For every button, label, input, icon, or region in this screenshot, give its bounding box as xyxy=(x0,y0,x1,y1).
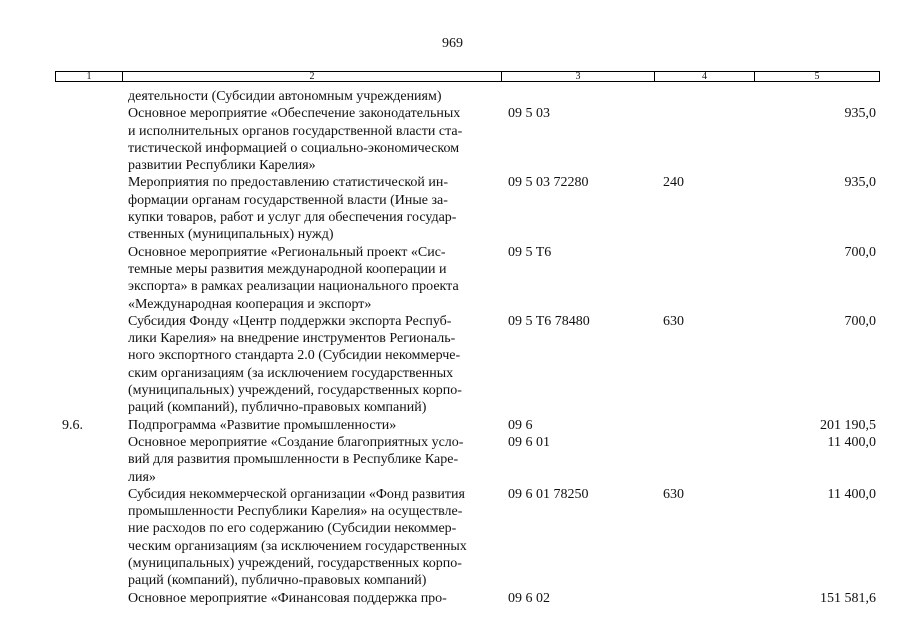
row-name xyxy=(128,105,462,174)
row-name-line: «Международная кооперация и экспорт» xyxy=(128,296,372,312)
row-name-line: ческим организациям (за исключением государственных xyxy=(128,538,467,554)
row-name-line: Основное мероприятие «Обеспечение законодательных xyxy=(128,106,461,122)
row-code: 09 6 01 xyxy=(508,434,550,450)
row-code: 09 6 xyxy=(508,417,533,433)
row-sum: 700,0 xyxy=(844,313,876,329)
row-name-line: развитии Республики Карелия» xyxy=(128,158,316,174)
row-name-line: промышленности Республики Карелия» на осуществле- xyxy=(128,504,463,520)
table-row xyxy=(0,174,905,243)
row-expense-type: 240 xyxy=(663,175,684,191)
row-sum: 151 581,6 xyxy=(820,590,876,606)
row-code: 09 6 02 xyxy=(508,590,550,606)
row-name-line: (муниципальных) учреждений, государственных корпо- xyxy=(128,556,462,572)
table-row xyxy=(0,88,905,105)
row-code: 09 5 T6 xyxy=(508,244,552,260)
table-row xyxy=(0,244,905,313)
row-name-line: Субсидия Фонду «Центр поддержки экспорта Респуб- xyxy=(128,313,452,329)
row-name-line: ние расходов по его содержанию (Субсидии некоммер- xyxy=(128,521,457,537)
column-header-row xyxy=(56,72,880,82)
row-name-line: Мероприятия по предоставлению статистической ин- xyxy=(128,175,449,191)
table-row xyxy=(0,434,905,486)
row-name xyxy=(128,417,396,434)
row-name xyxy=(128,174,456,243)
row-name-line: лики Карелия» на внедрение инструментов Региональ- xyxy=(128,331,456,347)
row-name-line: раций (компаний), публично-правовых компаний) xyxy=(128,400,427,416)
row-code: 09 5 03 72280 xyxy=(508,175,589,191)
row-name xyxy=(128,434,463,486)
page-number: 969 xyxy=(442,36,463,51)
row-name-line: вий для развития промышленности в Республике Каре- xyxy=(128,452,459,468)
row-code: 09 6 01 78250 xyxy=(508,486,589,502)
row-name-line: лия» xyxy=(128,469,156,485)
row-sum: 700,0 xyxy=(844,244,876,260)
row-expense-type: 630 xyxy=(663,486,684,502)
row-code: 09 5 T6 78480 xyxy=(508,313,590,329)
table-row xyxy=(0,417,905,434)
row-name-line: купки товаров, работ и услуг для обеспечения государ- xyxy=(128,210,457,226)
row-name-line: раций (компаний), публично-правовых компаний) xyxy=(128,573,427,589)
row-name-line: формации органам государственной власти (Иные за- xyxy=(128,192,448,208)
column-header-5: 5 xyxy=(755,72,880,82)
column-header-2: 2 xyxy=(123,72,502,82)
table-row xyxy=(0,105,905,174)
row-name-line: ственных (муниципальных) нужд) xyxy=(128,227,334,243)
row-name-line: (муниципальных) учреждений, государственных корпо- xyxy=(128,383,462,399)
row-name-line: ного экспортного стандарта 2.0 (Субсидии некоммерче- xyxy=(128,348,461,364)
row-name-line: ским организациям (за исключением государственных xyxy=(128,365,454,381)
row-name-line: Основное мероприятие «Создание благоприятных усло- xyxy=(128,434,464,450)
row-sum: 935,0 xyxy=(844,175,876,191)
column-header-3: 3 xyxy=(502,72,655,82)
row-name xyxy=(128,88,442,105)
row-code: 09 5 03 xyxy=(508,106,550,122)
row-name-line: тистической информацией о социально-экономическом xyxy=(128,140,460,156)
column-header-4: 4 xyxy=(655,72,755,82)
row-sum: 201 190,5 xyxy=(820,417,876,433)
row-sum: 935,0 xyxy=(844,106,876,122)
row-sum: 11 400,0 xyxy=(827,486,876,502)
row-name-line: и исполнительных органов государственной власти ста- xyxy=(128,123,463,139)
row-name xyxy=(128,244,459,313)
row-name-line: Основное мероприятие «Финансовая поддержка про- xyxy=(128,590,447,606)
row-name xyxy=(128,486,467,590)
table-row xyxy=(0,313,905,417)
budget-table-body xyxy=(0,88,905,607)
row-name-line: Основное мероприятие «Региональный проект «Сис- xyxy=(128,244,446,260)
row-expense-type: 630 xyxy=(663,313,684,329)
row-name xyxy=(128,590,447,607)
row-name-line: экспорта» в рамках реализации национального проекта xyxy=(128,279,459,295)
row-name-line: деятельности (Субсидии автономным учреждениям) xyxy=(128,89,442,104)
row-name-line: Субсидия некоммерческой организации «Фонд развития xyxy=(128,486,465,502)
row-name-line: темные меры развития международной кооперации и xyxy=(128,261,447,277)
row-name xyxy=(128,313,462,417)
table-row xyxy=(0,486,905,590)
column-header-1: 1 xyxy=(56,72,123,82)
row-number: 9.6. xyxy=(62,417,83,433)
row-sum: 11 400,0 xyxy=(827,434,876,450)
column-header-table xyxy=(55,71,880,82)
row-name-line: Подпрограмма «Развитие промышленности» xyxy=(128,417,397,433)
table-row xyxy=(0,590,905,607)
